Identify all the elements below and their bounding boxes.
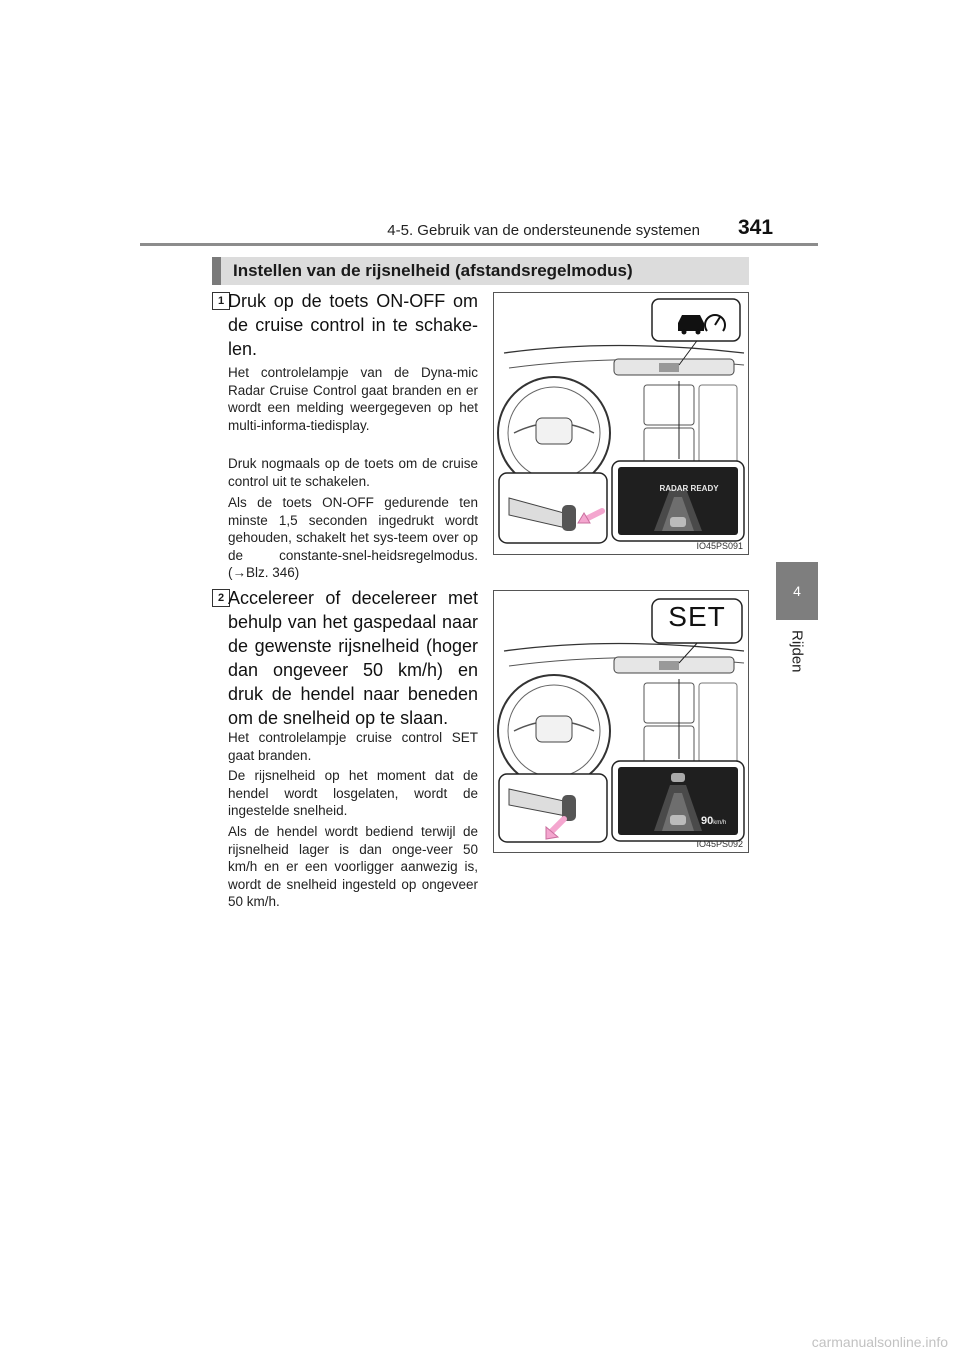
chapter-number: 4 — [793, 583, 801, 599]
step-2-note-2: De rijsnelheid op het moment dat de hendel wordt losgelaten, wordt de ingestelde snelheid. — [228, 768, 478, 818]
set-speed-readout — [701, 815, 726, 827]
step-1-note-2: Druk nogmaals op de toets om de cruise control uit te schakelen. — [228, 456, 478, 489]
step-badge-2: 2 — [212, 589, 230, 607]
header-rule — [140, 243, 818, 246]
step-2-note-3: Als de hendel wordt bediend terwijl de rijsnelheid lager is dan onge-veer 50 km/h en er een voorligger aanwezig is, wordt de snelheid ingesteld op ongeveer 50 km/h. — [228, 824, 478, 909]
set-speed-unit: km/h — [713, 820, 727, 826]
running-header-title: 4-5. Gebruik van de ondersteunende systemen — [387, 222, 700, 239]
step-1-instruction: Druk op de toets ON-OFF om de cruise control in te schake-len. — [228, 291, 478, 359]
set-indicator-text: SET — [668, 601, 726, 632]
section-title: Instellen van de rijsnelheid (afstandsregelmodus) — [233, 261, 633, 280]
figure-code-2: IO45PS092 — [696, 839, 743, 849]
page-number: 341 — [738, 216, 774, 239]
chapter-label: Rijden — [788, 630, 806, 673]
watermark: carmanualsonline.info — [811, 1334, 948, 1350]
dashboard-illustration-1 — [494, 293, 749, 555]
step-1-note-3: Als de toets ON-OFF gedurende ten minste 1,5 seconden ingedrukt wordt gehouden, schakelt het sys-teem over op de constante-snel-heidsregelmodus. (→Blz. 346) — [228, 495, 478, 580]
figure-radar-ready — [493, 292, 749, 555]
step-2-instruction: Accelereer of decelereer met behulp van het gaspedaal naar de gewenste rijsnelheid (hoger dan ongeveer 50 km/h) en druk de hendel naar beneden om de snelheid op te slaan. — [228, 588, 478, 728]
step-badge-1: 1 — [212, 292, 230, 310]
display-status-text: RADAR READY — [659, 484, 719, 493]
figure-code-1: IO45PS091 — [696, 541, 743, 551]
chapter-tab — [776, 562, 818, 620]
step-2-note-1: Het controlelampje cruise control SET gaat branden. — [228, 730, 478, 763]
step-1-note-1: Het controlelampje van de Dyna-mic Radar Cruise Control gaat branden en er wordt een melding weergegeven op het multi-informa-tiedisplay. — [228, 365, 478, 433]
section-heading-bar — [212, 257, 749, 285]
figure-set-speed — [493, 590, 749, 853]
set-speed-value: 90 — [701, 815, 714, 827]
